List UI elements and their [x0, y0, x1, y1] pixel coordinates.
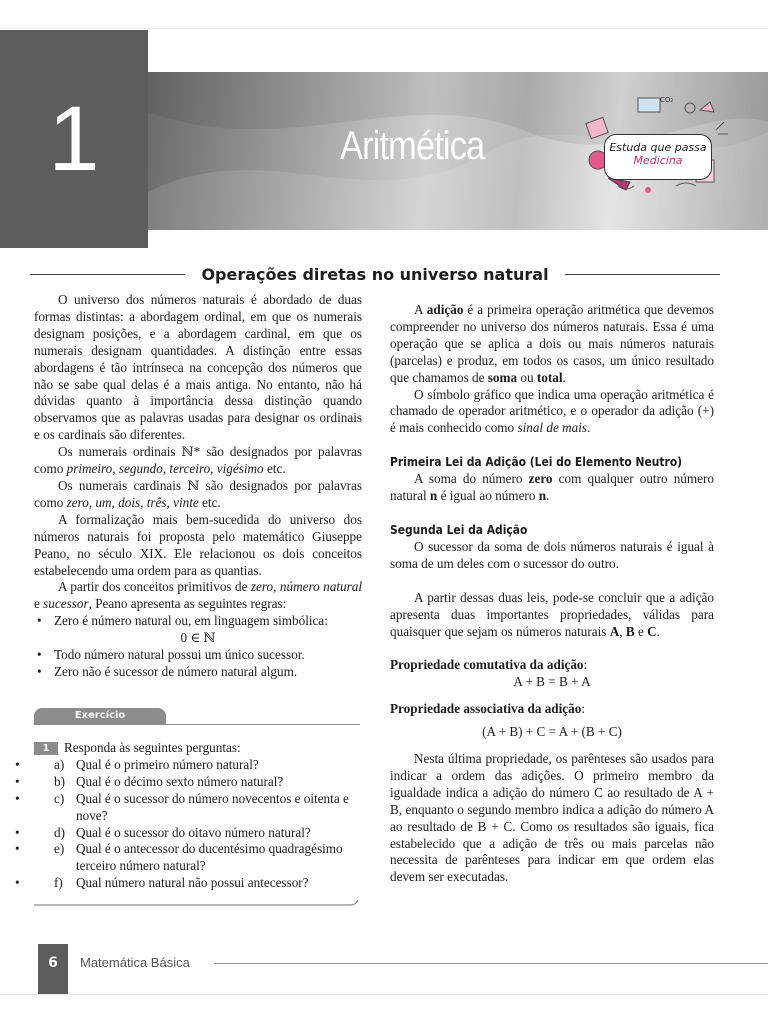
italic-text: sucessor — [43, 596, 89, 612]
text-run: A — [414, 302, 427, 317]
text-run: . — [656, 623, 660, 639]
exercise-prompt-text: Responda às seguintes perguntas: — [64, 740, 241, 755]
text-run: : — [583, 657, 588, 673]
italic-text: primeiro, segundo, terceiro, vigésimo — [66, 461, 264, 477]
logo-badge — [604, 134, 712, 180]
bold-text: zero — [528, 471, 553, 487]
text-run: . — [562, 369, 566, 385]
paragraph — [34, 478, 362, 512]
text-run: ou — [517, 369, 537, 385]
text-run: e — [634, 623, 648, 639]
text-run: Os numerais ordinais ℕ* são designados por palavras como — [34, 444, 362, 477]
exercise-prompt — [34, 740, 360, 757]
law-heading: Primeira Lei da Adição (Lei do Elemento Neutro) — [390, 455, 683, 470]
question-text: Qual é o sucessor do oitavo número natural? — [76, 824, 311, 840]
question-label: e) — [54, 841, 65, 857]
paragraph — [390, 387, 714, 438]
question-label: b) — [54, 773, 65, 789]
peano-rules-list — [34, 647, 362, 681]
paragraph — [390, 302, 714, 387]
section-title-rule-left — [30, 274, 185, 275]
bold-text: n — [538, 488, 547, 504]
exercise-question — [54, 757, 360, 774]
right-column — [390, 302, 714, 886]
property-heading — [390, 657, 714, 674]
logo-text-line1: Estuda que passa — [609, 141, 707, 154]
svg-text:CO₂: CO₂ — [660, 96, 674, 104]
question-text: Qual é o sucessor do número novecentos e oitenta e nove? — [76, 790, 349, 823]
text-run: : — [581, 701, 586, 717]
bottom-rule — [0, 994, 768, 995]
text-run: . — [587, 420, 591, 436]
exercise-bottom-curve — [34, 900, 358, 906]
text-run: Os numerais cardinais ℕ são designados por palavras como — [34, 477, 362, 510]
property-title: Propriedade comutativa da adição — [390, 657, 584, 673]
paragraph: O sucessor da soma de dois números naturais é igual à soma de um deles com o sucessor do outro. — [390, 538, 714, 571]
list-item: • Zero não é sucessor de número natural algum. — [54, 664, 362, 681]
property-heading — [390, 701, 714, 718]
bold-text: C — [647, 623, 657, 639]
formula: A + B = B + A — [513, 674, 591, 690]
peano-rules-list — [34, 613, 362, 630]
page-number: 6 — [38, 944, 68, 994]
question-text: Qual é o primeiro número natural? — [76, 756, 259, 772]
exercise-question-list — [34, 757, 360, 892]
list-item: • Todo número natural possui um único sucessor. — [54, 647, 362, 664]
bold-text: soma — [487, 369, 518, 385]
text-run: com qualquer outro número natural — [390, 471, 714, 504]
question-text: Qual número natural não possui antecessor? — [76, 875, 309, 891]
exercise-question — [54, 825, 360, 842]
text-run: A soma do número — [414, 471, 529, 487]
bold-text: total — [536, 369, 563, 385]
list-item: • Zero é número natural ou, em linguagem simbólica: — [54, 613, 362, 630]
logo-text-line2: Medicina — [633, 154, 683, 167]
text-run: A partir dos conceitos primitivos de — [58, 579, 251, 595]
text-run: O símbolo gráfico que indica uma operação aritmética é chamado de operador aritmético, e o operador da adição (+) é mais conhecido como — [390, 386, 714, 436]
paragraph: O universo dos números naturais é abordado de duas formas distintas: a abordagem ordinal, em que os numerais designam posições, e a abordagem cardinal, em que os numerais designam quantidades. A distinção entre essas abordagens é tão intrínseca na concepção dos números que não se sabe qual delas é a mais antiga. No entanto, não há dúvidas quanto à importância dessa distinção quando observamos que as palavras usadas para designar os ordinais e os cardinais são diferentes. — [34, 292, 362, 443]
question-label: f) — [54, 875, 63, 891]
italic-text: sinal de mais — [517, 420, 588, 436]
left-column — [34, 292, 362, 681]
text-run: , Peano apresenta as seguintes regras: — [88, 596, 287, 612]
paragraph — [390, 471, 714, 505]
text-run: etc. — [263, 461, 286, 477]
question-label: a) — [54, 756, 65, 772]
bold-text: A — [609, 623, 620, 639]
exercise-header — [34, 708, 360, 724]
paragraph — [34, 579, 362, 613]
text-run: . — [546, 488, 550, 504]
section-title — [30, 260, 720, 288]
exercise-question — [54, 774, 360, 791]
paragraph — [34, 444, 362, 478]
formula: (A + B) + C = A + (B + C) — [482, 724, 622, 740]
book-title: Matemática Básica — [80, 955, 190, 970]
property-title: Propriedade associativa da adição — [390, 701, 582, 717]
formula: 0 ∈ ℕ — [180, 630, 216, 646]
exercise-tab: Exercício — [34, 708, 166, 724]
text-run: é igual ao número — [437, 488, 539, 504]
paragraph: Nesta última propriedade, os parênteses são usados para indicar a ordem das adições. O primeiro membro da igualdade indica a adição do número C ao resultado de A + B, enquanto o segundo membro indica a adição do número A ao resultado de B + C. Como os resultados são iguais, fica estabelecido que a adição de três ou mais parcelas não necessita de parênteses para indicar em que ordem elas devem ser executadas. — [390, 751, 714, 885]
question-label: d) — [54, 824, 65, 840]
law-heading: Segunda Lei da Adição — [390, 522, 528, 537]
exercise-header-rule — [34, 724, 360, 725]
section-title-rule-right — [565, 274, 720, 275]
paragraph — [390, 590, 714, 641]
text-run: , — [619, 623, 626, 639]
chapter-title: Aritmética — [340, 124, 485, 168]
question-label: c) — [54, 790, 65, 806]
italic-text: zero, número natural — [250, 579, 363, 595]
text-run: e — [34, 596, 44, 612]
text-run: etc. — [198, 494, 221, 510]
bold-text: B — [625, 623, 635, 639]
chapter-number: 1 — [48, 87, 100, 190]
paragraph: A formalização mais bem-sucedida do universo dos números naturais foi proposta pelo matemático Giuseppe Peano, no século XIX. Ele relacionou os dois conceitos estabelecendo uma ordem para as quantias. — [34, 511, 362, 578]
top-rule — [0, 28, 768, 29]
bold-text: adição — [426, 302, 464, 317]
question-text: Qual é o antecessor do ducentésimo quadragésimo terceiro número natural? — [76, 841, 343, 874]
exercise-number: 1 — [34, 742, 58, 755]
exercise-question — [54, 791, 360, 825]
italic-text: zero, um, dois, três, vinte — [66, 494, 199, 510]
exercise-question — [54, 875, 360, 892]
section-title-text: Operações diretas no universo natural — [201, 264, 549, 284]
bold-text: n — [429, 488, 438, 504]
exercise-box — [34, 740, 360, 904]
exercise-question — [54, 841, 360, 875]
question-text: Qual é o décimo sexto número natural? — [76, 773, 284, 789]
text-run: é a primeira operação aritmética que devemos compreender no universo dos números naturais. Essa é uma operação que se aplica a dois ou mais números naturais (parcelas) e produz, em todos os casos, um único resultado que chamamos de — [390, 302, 714, 385]
text-run: A partir dessas duas leis, pode-se concluir que a adição apresenta duas importantes propriedades, válidas para quaisquer que sejam os números naturais — [390, 589, 714, 639]
footer-rule — [214, 963, 768, 964]
